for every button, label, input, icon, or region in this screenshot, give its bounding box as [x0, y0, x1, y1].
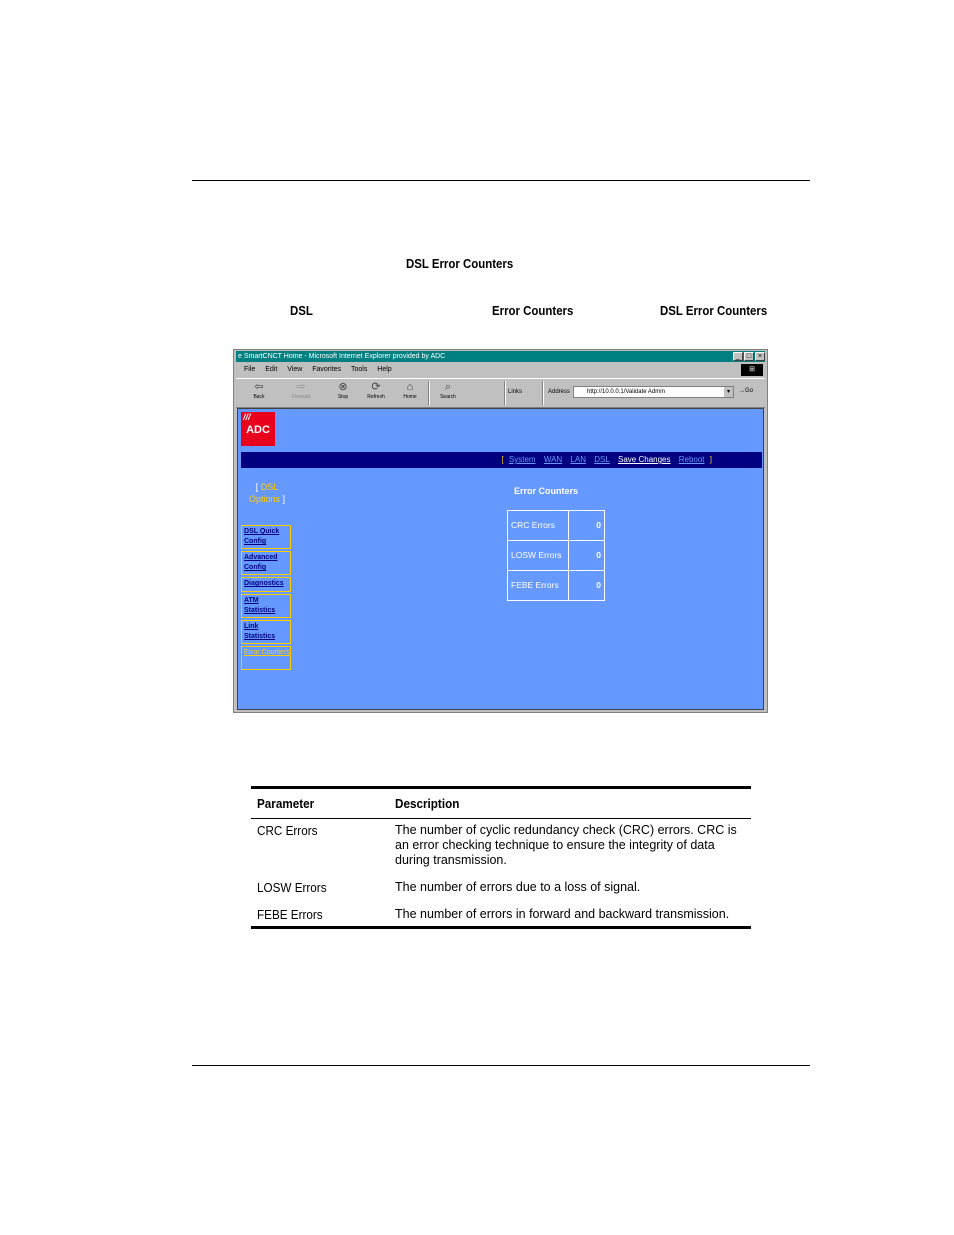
menu-tools[interactable]: Tools — [351, 366, 368, 373]
close-button[interactable]: × — [755, 352, 765, 361]
address-input[interactable] — [573, 386, 734, 398]
side-diagnostics[interactable]: Diagnostics — [241, 577, 291, 592]
section-label: [ DSL Options ] — [248, 482, 286, 504]
side-error-counters[interactable]: Error Counters — [241, 646, 291, 670]
toolbar-separator — [542, 381, 544, 405]
side-atm-statistics[interactable]: ATM Statistics — [241, 594, 291, 618]
parameter-table-wrap — [251, 786, 751, 929]
links-label[interactable]: Links — [508, 389, 523, 395]
toolbar-separator — [504, 381, 506, 405]
nav-save-changes[interactable]: Save Changes — [618, 455, 671, 464]
table-row — [508, 511, 605, 541]
forward-arrow-icon: ⇨ — [296, 381, 306, 393]
minimize-button[interactable]: _ — [733, 352, 743, 361]
go-button[interactable]: →Go — [739, 388, 754, 394]
forward-button[interactable]: ⇨ Forward — [286, 380, 316, 400]
counter-label: CRC Errors — [508, 511, 569, 541]
search-button[interactable]: ⌕ Search — [433, 380, 463, 400]
menu-view[interactable]: View — [287, 366, 303, 373]
table-row — [251, 872, 751, 899]
bottom-rule — [192, 1065, 810, 1066]
browser-window — [233, 349, 768, 713]
stop-button[interactable]: ⊗ Stop — [328, 380, 358, 400]
counter-label: FEBE Errors — [508, 571, 569, 601]
browser-toolbar — [236, 378, 765, 408]
table-row — [508, 541, 605, 571]
error-counters-title: Error Counters — [514, 486, 579, 496]
table-header-row — [251, 788, 751, 819]
chevron-down-icon[interactable]: ▾ — [724, 387, 733, 397]
search-icon: ⌕ — [444, 381, 452, 393]
side-link-statistics[interactable]: Link Statistics — [241, 620, 291, 644]
back-button[interactable]: ⇦ Back — [244, 380, 274, 400]
parameter-table — [251, 786, 751, 929]
header-description: Description — [389, 788, 751, 819]
param-desc: The number of cyclic redundancy check (CRC) errors. CRC is an error checking technique to ensure the integrity of data during transmission. — [395, 823, 737, 867]
window-titlebar — [236, 351, 765, 362]
window-title: SmartCNCT Home - Microsoft Internet Explorer provided by ADC — [243, 353, 446, 360]
nav-lan[interactable]: LAN — [570, 455, 586, 464]
menu-help[interactable]: Help — [377, 366, 392, 373]
error-counters-table — [507, 510, 605, 601]
counter-value: 0 — [569, 571, 605, 601]
nav-bar: [ System WAN LAN DSL Save Changes Reboot ] — [241, 452, 762, 468]
menu-bar — [236, 363, 765, 376]
side-dsl-quick-config[interactable]: DSL Quick Config — [241, 525, 291, 549]
param-desc: The number of errors due to a loss of signal. — [395, 880, 641, 894]
side-menu — [241, 525, 291, 672]
side-advanced-config[interactable]: Advanced Config — [241, 551, 291, 575]
refresh-icon: ⟳ — [371, 381, 381, 393]
adc-logo: /// ADC — [241, 412, 275, 446]
param-desc: The number of errors in forward and backward transmission. — [389, 899, 751, 928]
nav-reboot[interactable]: Reboot — [678, 455, 705, 464]
top-rule — [192, 180, 810, 181]
web-page — [237, 408, 764, 710]
nav-system[interactable]: System — [508, 455, 536, 464]
back-arrow-icon: ⇦ — [254, 381, 264, 393]
ie-icon: e — [238, 353, 244, 360]
nav-dsl[interactable]: DSL — [594, 455, 610, 464]
refresh-button[interactable]: ⟳ Refresh — [361, 380, 391, 400]
figure-caption: DSL Error Counters — [406, 256, 514, 271]
counter-value: 0 — [569, 511, 605, 541]
toolbar-separator — [428, 381, 430, 405]
step-dsl: DSL — [290, 303, 313, 318]
address-value: http://10.0.0.1/Validate Admin — [587, 389, 665, 395]
param-name: CRC Errors — [257, 823, 318, 838]
stop-icon: ⊗ — [338, 381, 348, 393]
param-name: FEBE Errors — [251, 899, 389, 928]
param-name: LOSW Errors — [257, 880, 327, 895]
address-label: Address — [548, 389, 571, 395]
counter-value: 0 — [569, 541, 605, 571]
home-icon: ⌂ — [406, 381, 414, 393]
menu-file[interactable]: File — [244, 366, 256, 373]
step-error-counters: Error Counters — [492, 303, 574, 318]
menu-edit[interactable]: Edit — [265, 366, 278, 373]
nav-wan[interactable]: WAN — [543, 455, 563, 464]
counter-label: LOSW Errors — [508, 541, 569, 571]
menu-favorites[interactable]: Favorites — [312, 366, 342, 373]
header-parameter: Parameter — [251, 788, 389, 819]
windows-logo-icon: ⊞ — [741, 364, 763, 376]
table-row — [251, 819, 751, 873]
home-button[interactable]: ⌂ Home — [395, 380, 425, 400]
table-row — [251, 899, 751, 928]
table-row — [508, 571, 605, 601]
step-dsl-error-counters: DSL Error Counters — [660, 303, 768, 318]
maximize-button[interactable]: □ — [744, 352, 754, 361]
